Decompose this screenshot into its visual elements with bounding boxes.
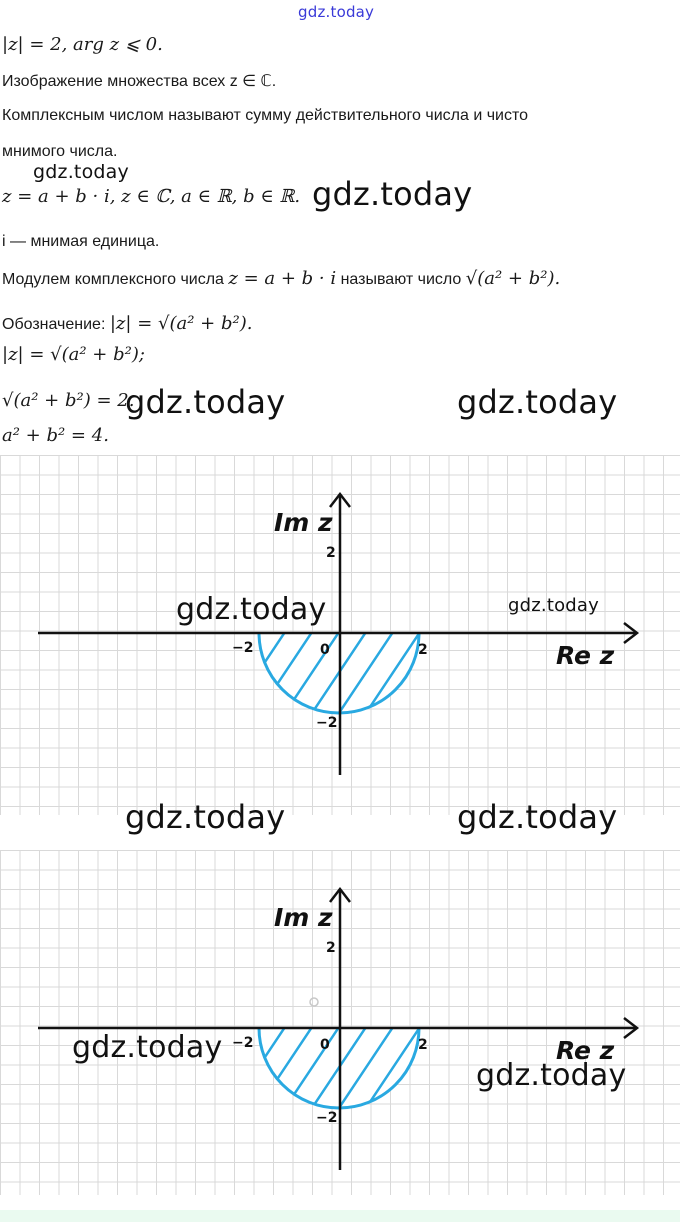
step-2: √(a² + b²) = 2. [2, 390, 135, 411]
watermark: gdz.today [72, 1030, 223, 1065]
formula-z: z = a + b · i, z ∈ ℂ, a ∈ ℝ, b ∈ ℝ. [2, 186, 301, 207]
y-tick-2: 2 [326, 545, 336, 561]
x-tick-2: 2 [418, 642, 428, 658]
y-tick-2: 2 [326, 940, 336, 956]
modulus-formula: z = a + b · i [228, 268, 337, 289]
imaginary-unit-line: i — мнимая единица. [2, 233, 160, 250]
small-circle-mark [310, 998, 318, 1006]
y-tick-neg2: −2 [316, 1110, 338, 1126]
graph-2 [0, 850, 680, 1195]
bottom-strip [0, 1210, 680, 1222]
watermark: gdz.today [508, 595, 600, 616]
x-tick-neg2: −2 [232, 640, 254, 656]
watermark: gdz.today [312, 175, 473, 213]
y-tick-neg2: −2 [316, 715, 338, 731]
task-line: Изображение множества всех z ∈ ℂ. [2, 73, 277, 90]
watermark: gdz.today [457, 798, 618, 836]
x-tick-2: 2 [418, 1037, 428, 1053]
notation-line [2, 313, 252, 334]
origin-label: 0 [320, 642, 330, 658]
graph-1 [0, 455, 680, 815]
x-tick-neg2: −2 [232, 1035, 254, 1051]
graph-1-svg [0, 455, 680, 815]
y-axis-label: Im z [274, 508, 333, 537]
definition-line-1: Комплексным числом называют сумму действительного числа и чисто [2, 107, 529, 124]
graph-2-svg [0, 850, 680, 1195]
modulus-line [2, 268, 560, 289]
notation-label: Обозначение: [2, 316, 106, 333]
watermark: gdz.today [125, 383, 286, 421]
watermark: gdz.today [476, 1058, 627, 1093]
notation-formula: |z| = √(a² + b²). [109, 313, 253, 334]
watermark: gdz.today [457, 383, 618, 421]
watermark: gdz.today [33, 161, 129, 183]
y-axis-label: Im z [274, 903, 333, 932]
modulus-text-2: называют число [340, 271, 462, 288]
x-axis-label: Re z [556, 641, 615, 670]
step-1: |z| = √(a² + b²); [2, 344, 145, 365]
condition-line: |z| = 2, arg z ⩽ 0. [2, 34, 163, 55]
watermark: gdz.today [176, 592, 327, 627]
modulus-value: √(a² + b²). [465, 268, 561, 289]
x-axis-label: Re z [556, 1036, 615, 1065]
modulus-text: Модулем комплексного числа [2, 271, 224, 288]
origin-label: 0 [320, 1037, 330, 1053]
definition-line-2: мнимого числа. [2, 143, 118, 160]
watermark-top: gdz.today [298, 3, 375, 21]
step-3: a² + b² = 4. [2, 425, 109, 446]
watermark: gdz.today [125, 798, 286, 836]
